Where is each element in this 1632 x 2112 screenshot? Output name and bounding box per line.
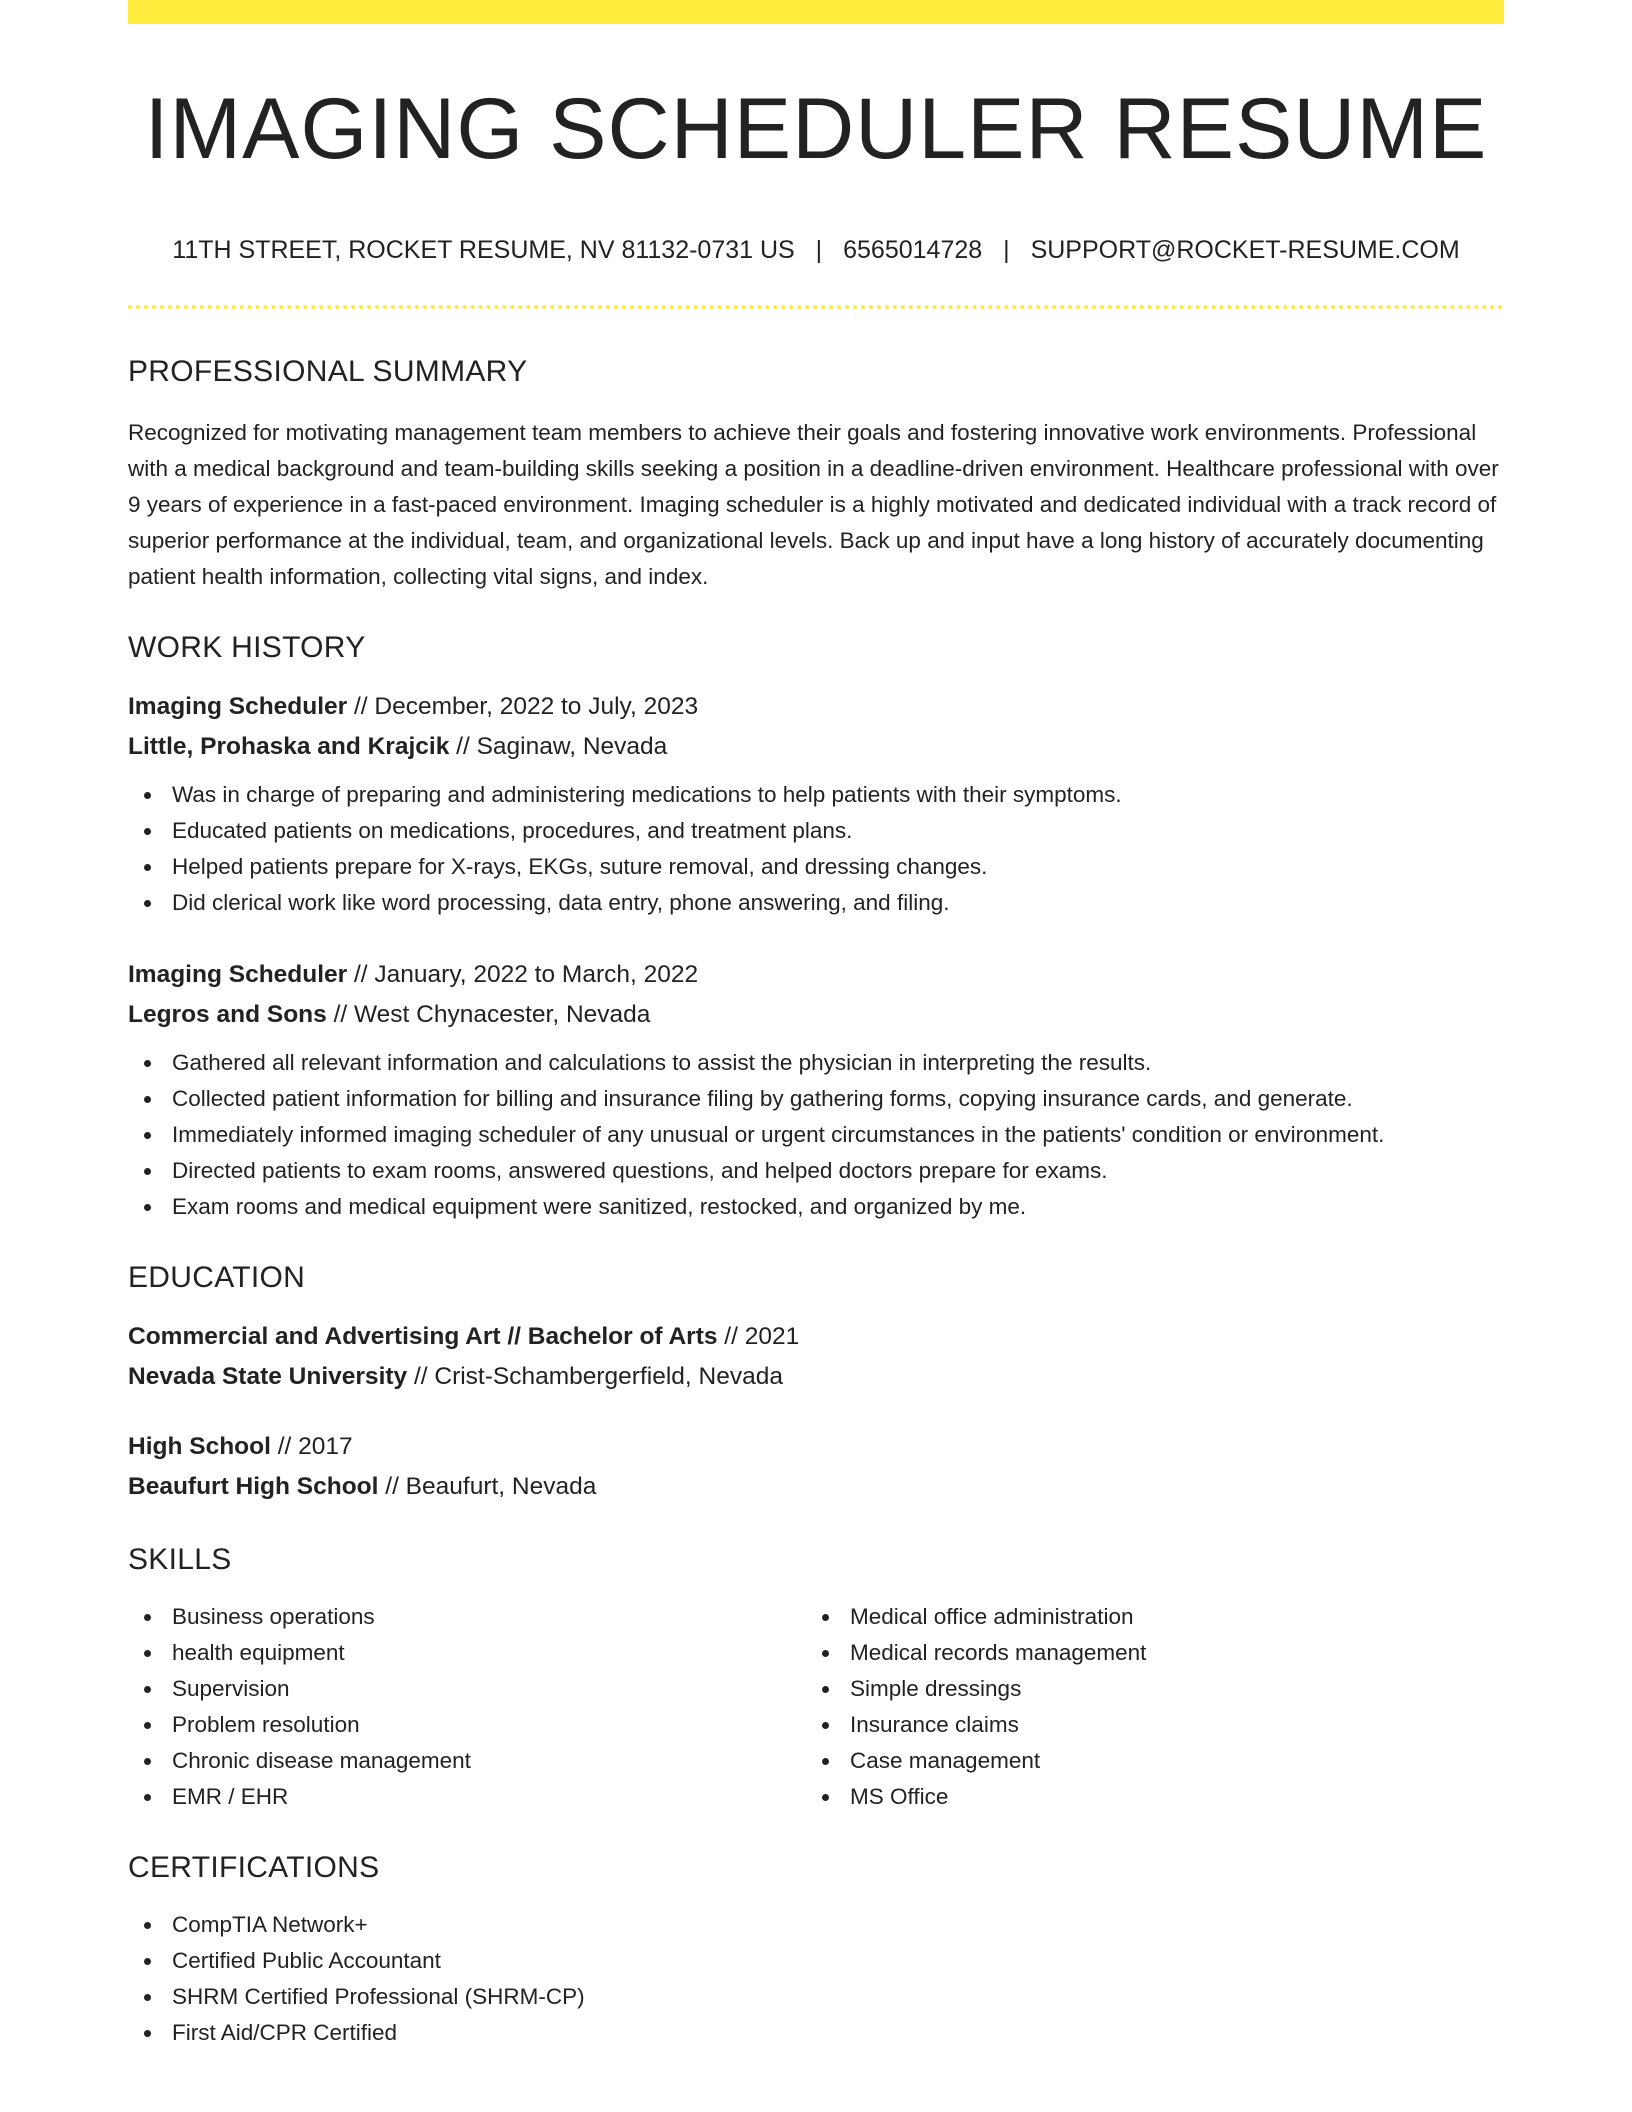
skill-item: Case management (806, 1743, 1484, 1779)
contact-separator: | (1003, 235, 1010, 264)
summary-text: Recognized for motivating management team members to achieve their goals and fostering innovative work environments. Professional with a medical background and team-building skills seeking a position in a deadline-driven environment. Healthcare professional with over 9 years of experience in a fast-paced environment. Imaging scheduler is a highly motivated and dedicated individual with a track record of superior performance at the individual, team, and organizational levels. Back up and input have a long history of accurately documenting patient health information, collecting vital signs, and index. (128, 419, 1499, 589)
education-school-line (128, 1357, 1504, 1397)
education-entry (128, 1427, 1504, 1507)
certification-item: Certified Public Accountant (128, 1943, 1504, 1979)
job-role: Imaging Scheduler (128, 960, 348, 988)
contact-line (128, 235, 1504, 265)
resume-title: IMAGING SCHEDULER RESUME (144, 81, 1488, 177)
skills-left-column (128, 1599, 806, 1815)
job-bullets (128, 777, 1504, 921)
job-company: Legros and Sons (128, 1000, 327, 1028)
education-school-line (128, 1467, 1504, 1507)
job-location: // Saginaw, Nevada (449, 732, 668, 760)
resume-page (128, 0, 1504, 2051)
certification-item: CompTIA Network+ (128, 1907, 1504, 1943)
job-bullets (128, 1045, 1504, 1225)
job-entry (128, 687, 1504, 921)
skill-item: Medical records management (806, 1635, 1484, 1671)
job-bullet: Directed patients to exam rooms, answered questions, and helped doctors prepare for exams. (128, 1153, 1504, 1189)
contact-separator: | (815, 235, 823, 264)
skill-item: Medical office administration (806, 1599, 1484, 1635)
skill-item: Insurance claims (806, 1707, 1484, 1743)
education-school: Beaufurt High School (128, 1472, 379, 1500)
skills-list (806, 1599, 1484, 1815)
job-bullet: Did clerical work like word processing, data entry, phone answering, and filing. (128, 885, 1504, 921)
skill-item: Problem resolution (128, 1707, 806, 1743)
skill-item: Simple dressings (806, 1671, 1484, 1707)
job-title-line (128, 687, 1504, 727)
skill-item: Supervision (128, 1671, 806, 1707)
job-company-line (128, 727, 1504, 767)
job-company-line (128, 995, 1504, 1035)
job-bullet: Exam rooms and medical equipment were sanitized, restocked, and organized by me. (128, 1189, 1504, 1225)
job-location: // West Chynacester, Nevada (326, 1000, 651, 1028)
contact-email: SUPPORT@ROCKET-RESUME.COM (1030, 235, 1460, 264)
skill-item: EMR / EHR (128, 1779, 806, 1815)
summary-heading: PROFESSIONAL SUMMARY (128, 354, 528, 388)
skills-heading: SKILLS (128, 1542, 232, 1576)
education-degree: Commercial and Advertising Art // Bachelor of Arts (128, 1322, 718, 1350)
dotted-divider (128, 305, 1504, 309)
job-title-line (128, 955, 1504, 995)
certification-item: SHRM Certified Professional (SHRM-CP) (128, 1979, 1504, 2015)
education-location: // Crist-Schambergerfield, Nevada (407, 1362, 783, 1390)
job-role: Imaging Scheduler (128, 692, 348, 720)
skill-item: MS Office (806, 1779, 1484, 1815)
skill-item: Chronic disease management (128, 1743, 806, 1779)
accent-top-bar (128, 0, 1504, 24)
job-dates: // January, 2022 to March, 2022 (347, 960, 699, 988)
job-entry (128, 955, 1504, 1225)
skill-item: health equipment (128, 1635, 806, 1671)
certifications-heading: CERTIFICATIONS (128, 1850, 380, 1884)
contact-address: 11TH STREET, ROCKET RESUME, NV 81132-0731 US (172, 235, 795, 264)
education-heading: EDUCATION (128, 1260, 306, 1294)
job-bullet: Helped patients prepare for X-rays, EKGs, suture removal, and dressing changes. (128, 849, 1504, 885)
contact-phone: 6565014728 (843, 235, 983, 264)
job-bullet: Gathered all relevant information and calculations to assist the physician in interpreting the results. (128, 1045, 1504, 1081)
education-degree-line (128, 1427, 1504, 1467)
skills-list (128, 1599, 806, 1815)
education-year: // 2017 (270, 1432, 353, 1460)
job-company: Little, Prohaska and Krajcik (128, 732, 450, 760)
job-bullet: Collected patient information for billing and insurance filing by gathering forms, copying insurance cards, and generate. (128, 1081, 1504, 1117)
education-location: // Beaufurt, Nevada (378, 1472, 597, 1500)
education-degree: High School (128, 1432, 271, 1460)
education-degree-line (128, 1317, 1504, 1357)
job-dates: // December, 2022 to July, 2023 (347, 692, 699, 720)
certification-item: First Aid/CPR Certified (128, 2015, 1504, 2051)
certifications-list (128, 1907, 1504, 2051)
skills-right-column (806, 1599, 1484, 1815)
skills-columns (128, 1599, 1504, 1815)
job-bullet: Educated patients on medications, procedures, and treatment plans. (128, 813, 1504, 849)
education-school: Nevada State University (128, 1362, 408, 1390)
work-history-heading: WORK HISTORY (128, 630, 366, 664)
skill-item: Business operations (128, 1599, 806, 1635)
education-entry (128, 1317, 1504, 1397)
education-year: // 2021 (717, 1322, 800, 1350)
job-bullet: Immediately informed imaging scheduler of any unusual or urgent circumstances in the patients' condition or environment. (128, 1117, 1504, 1153)
job-bullet: Was in charge of preparing and administering medications to help patients with their symptoms. (128, 777, 1504, 813)
